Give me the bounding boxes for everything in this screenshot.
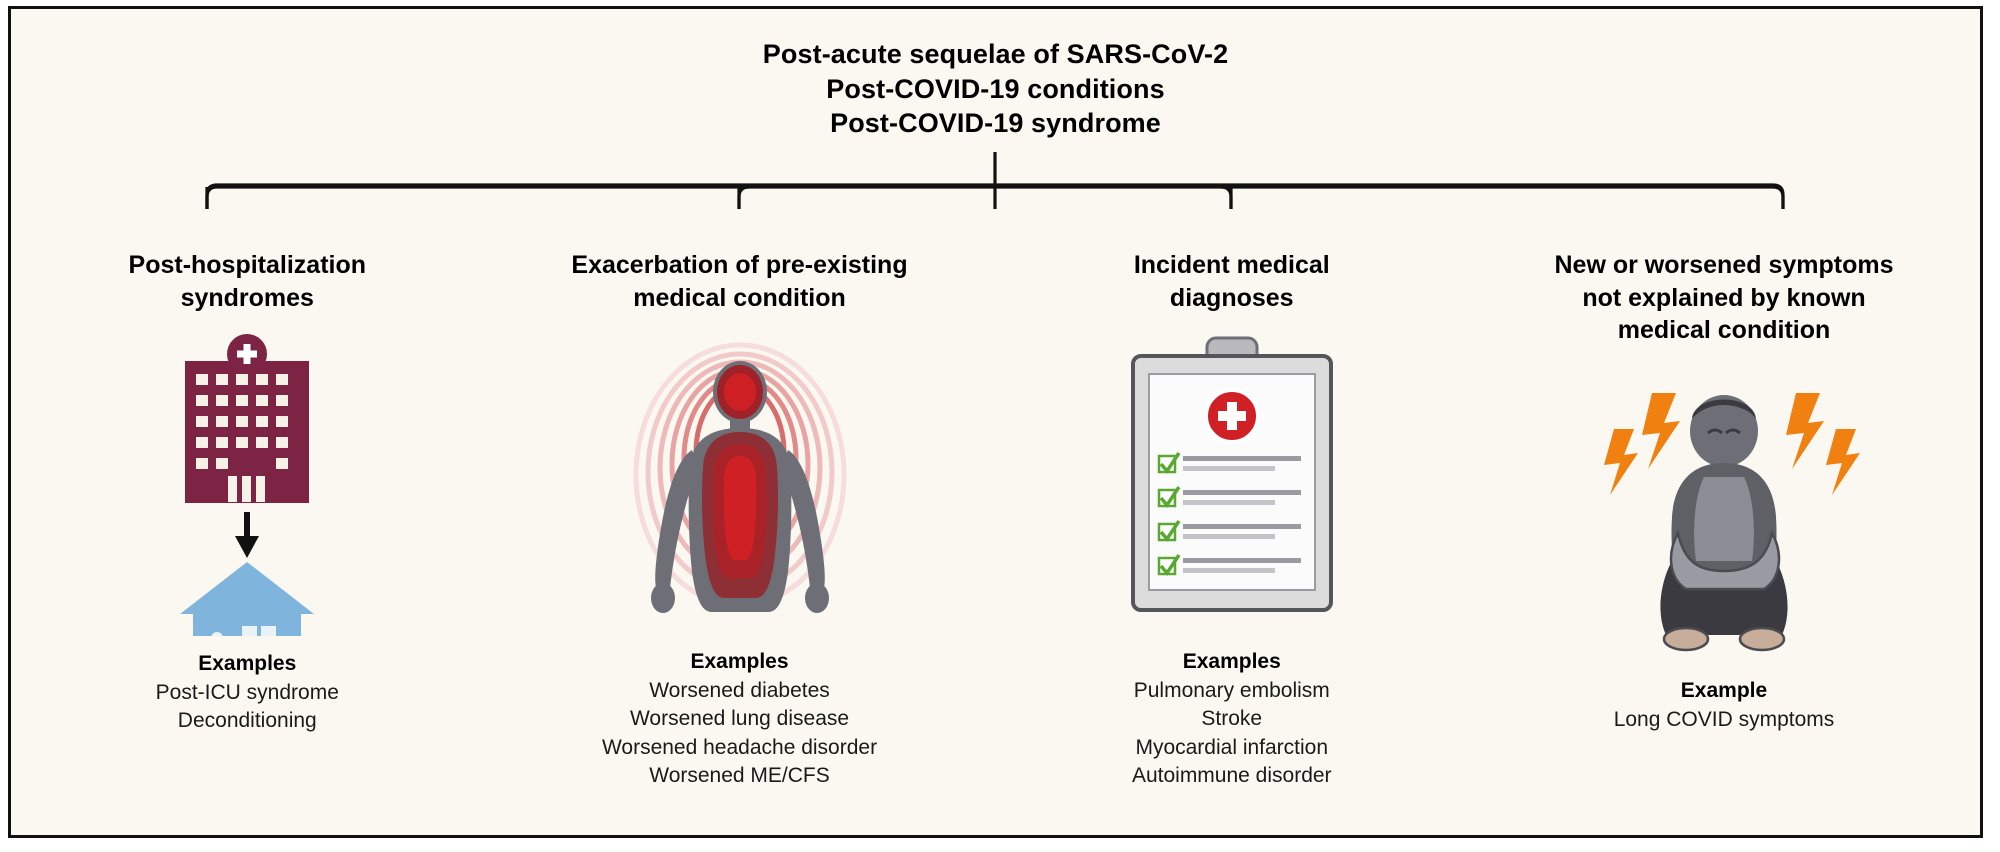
heading-line-2: diagnoses	[1169, 283, 1294, 312]
hospital-to-home-icon	[97, 326, 397, 636]
branch-examples	[484, 650, 996, 790]
branch-heading	[1468, 249, 1980, 347]
branch-illustration	[11, 320, 484, 642]
branch-examples	[1468, 679, 1980, 734]
body-pain-radiating-icon	[580, 320, 900, 640]
branch-new-symptoms	[1468, 249, 1980, 809]
example-item: Worsened headache disorder	[601, 735, 878, 759]
heading-line-2: syndromes	[180, 283, 314, 312]
branch-examples	[995, 650, 1468, 790]
examples-label: Examples	[690, 650, 789, 673]
example-item: Post-ICU syndrome	[155, 681, 339, 704]
branch-heading	[995, 249, 1468, 314]
branch-illustration	[995, 318, 1468, 642]
heading-line-1: New or worsened symptoms	[1554, 251, 1894, 279]
branch-heading	[11, 249, 484, 314]
heading-line-3: medical condition	[1617, 316, 1831, 344]
person-with-pain-bolts-icon	[1574, 357, 1874, 657]
branch-columns	[11, 249, 1980, 809]
title-line-2: Post-COVID-19 conditions	[826, 73, 1165, 104]
example-item: Long COVID symptoms	[1613, 707, 1835, 731]
example-item: Myocardial infarction	[1135, 735, 1329, 759]
examples-label: Example	[1680, 678, 1768, 702]
heading-line-1: Post-hospitalization	[128, 251, 367, 279]
down-arrow-icon	[235, 512, 259, 558]
title-line-3: Post-COVID-19 syndrome	[830, 108, 1161, 139]
example-item: Worsened lung disease	[629, 707, 850, 731]
branch-heading	[484, 249, 996, 314]
branch-illustration	[1468, 341, 1980, 673]
example-item: Pulmonary embolism	[1133, 679, 1330, 702]
title-line-1: Post-acute sequelae of SARS-CoV-2	[762, 39, 1229, 69]
heading-line-1: Incident medical	[1133, 251, 1330, 279]
example-item: Autoimmune disorder	[1131, 764, 1332, 788]
examples-label: Examples	[1182, 650, 1281, 673]
example-item: Worsened ME/CFS	[649, 764, 830, 788]
branch-examples	[11, 652, 484, 736]
figure-frame	[8, 6, 1983, 838]
heading-line-2: medical condition	[633, 283, 846, 312]
example-item: Stroke	[1201, 707, 1263, 731]
heading-line-1: Exacerbation of pre-existing	[571, 251, 908, 279]
medical-clipboard-checklist-icon	[1087, 330, 1377, 630]
heading-line-2: not explained by known	[1582, 283, 1866, 312]
branch-post-hospitalization	[11, 249, 484, 809]
figure-title	[11, 37, 1980, 141]
example-item: Worsened diabetes	[649, 679, 830, 702]
branch-illustration	[484, 318, 996, 642]
house-icon	[180, 562, 314, 636]
example-item: Deconditioning	[177, 709, 317, 733]
branch-incident-diagnoses	[995, 249, 1468, 809]
branch-exacerbation	[484, 249, 996, 809]
examples-label: Examples	[198, 652, 297, 675]
